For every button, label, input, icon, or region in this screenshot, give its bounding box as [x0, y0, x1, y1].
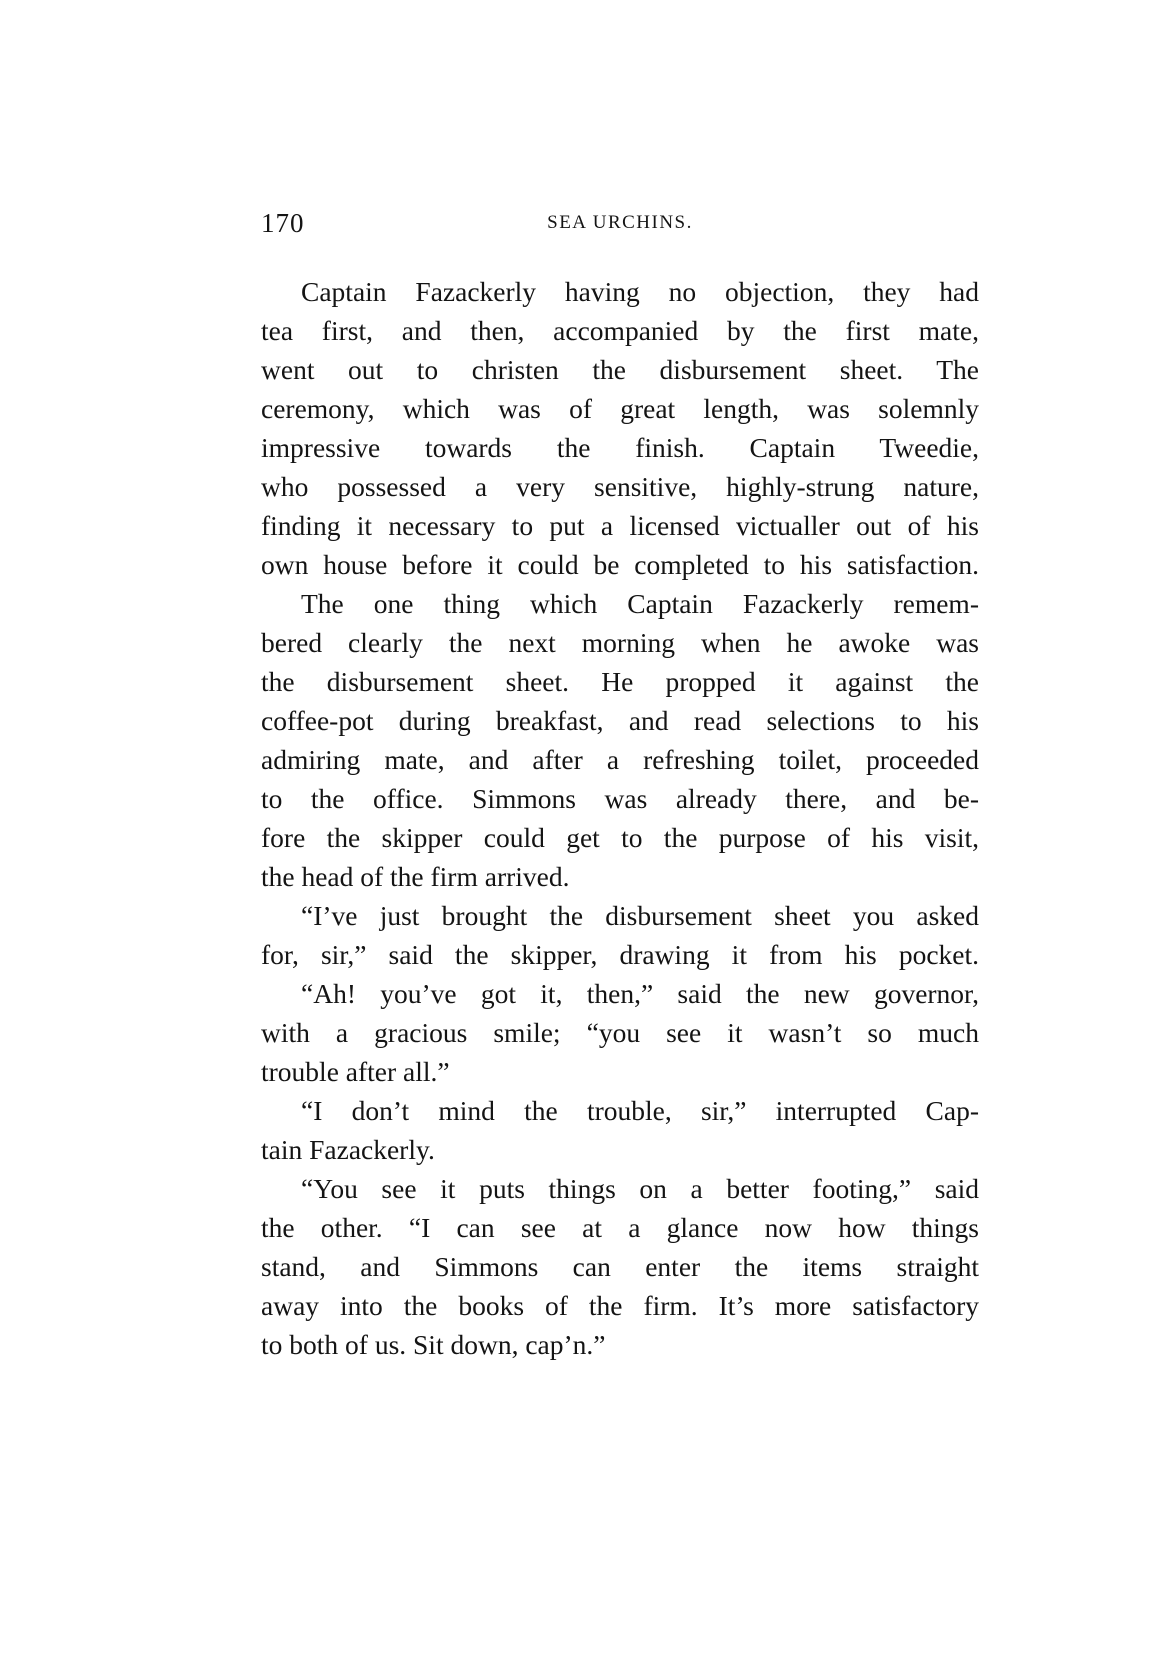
paragraph — [261, 272, 979, 584]
text-line: Captain Fazackerly having no objection, they had — [301, 276, 979, 307]
text-line: “You see it puts things on a better footing,” said — [301, 1173, 979, 1204]
paragraph — [261, 1091, 979, 1169]
text-line: ceremony, which was of great length, was solemnly — [261, 393, 979, 424]
text-line: to both of us. Sit down, cap’n.” — [261, 1329, 606, 1360]
text-line: trouble after all.” — [261, 1056, 450, 1087]
page-number: 170 — [261, 208, 305, 238]
text-line: fore the skipper could get to the purpose of his visit, — [261, 822, 979, 853]
running-head — [261, 208, 979, 248]
body-text — [261, 272, 979, 1364]
text-line: The one thing which Captain Fazackerly remem- — [301, 588, 979, 619]
text-line: stand, and Simmons can enter the items straight — [261, 1251, 979, 1282]
text-line: to the office. Simmons was already there, and be- — [261, 783, 979, 814]
text-line: away into the books of the firm. It’s more satisfactory — [261, 1290, 979, 1321]
text-line: the other. “I can see at a glance now how things — [261, 1212, 979, 1243]
text-line: “I’ve just brought the disbursement sheet you asked — [301, 900, 979, 931]
text-line: finding it necessary to put a licensed victualler out of his — [261, 510, 979, 541]
paragraph — [261, 896, 979, 974]
text-line: tea first, and then, accompanied by the first mate, — [261, 315, 979, 346]
paragraph — [261, 584, 979, 896]
text-line: the disbursement sheet. He propped it against the — [261, 666, 979, 697]
text-line: “I don’t mind the trouble, sir,” interrupted Cap- — [301, 1095, 979, 1126]
text-line: tain Fazackerly. — [261, 1134, 435, 1165]
paragraph — [261, 974, 979, 1091]
text-line: coffee-pot during breakfast, and read selections to his — [261, 705, 979, 736]
text-line: admiring mate, and after a refreshing toilet, proceeded — [261, 744, 979, 775]
text-line: “Ah! you’ve got it, then,” said the new governor, — [301, 978, 979, 1009]
text-line: impressive towards the finish. Captain Tweedie, — [261, 432, 979, 463]
text-line: for, sir,” said the skipper, drawing it from his pocket. — [261, 939, 979, 970]
text-line: who possessed a very sensitive, highly-strung nature, — [261, 471, 979, 502]
text-line: the head of the firm arrived. — [261, 861, 570, 892]
text-line: went out to christen the disbursement sheet. The — [261, 354, 979, 385]
paragraph — [261, 1169, 979, 1364]
running-title: SEA URCHINS. — [547, 212, 693, 233]
text-line: bered clearly the next morning when he awoke was — [261, 627, 979, 658]
text-line: own house before it could be completed to his satisfaction. — [261, 549, 979, 580]
text-line: with a gracious smile; “you see it wasn’t so much — [261, 1017, 979, 1048]
